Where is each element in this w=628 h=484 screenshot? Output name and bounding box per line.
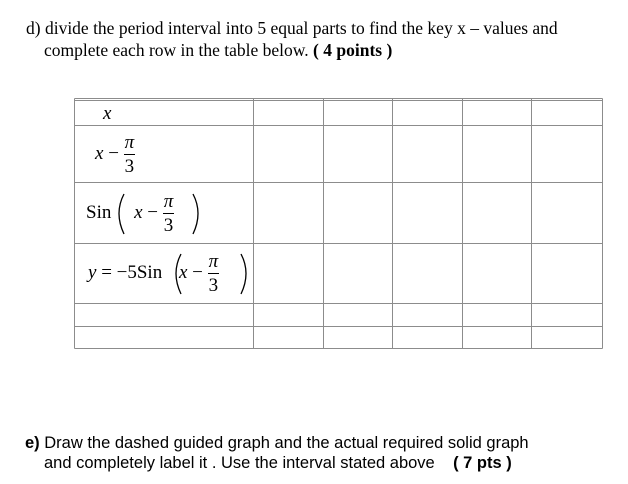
row-label-y-expression: y = −5Sin x − $\frac{\pi}{3}$ <box>88 251 219 296</box>
row-label-x: x <box>103 103 112 124</box>
question-e-line1: e) Draw the dashed guided graph and the actual required solid graph <box>25 434 529 452</box>
row-label-x-minus-pi-over-3: x − $\frac{\pi}{3}$ <box>95 132 135 177</box>
question-d-line1: d) divide the period interval into 5 equal parts to find the key x – values and <box>26 18 558 38</box>
right-paren <box>241 254 246 294</box>
question-e-text <box>25 433 529 473</box>
question-d-points: ( 4 points ) <box>313 40 393 60</box>
right-paren <box>193 194 198 234</box>
question-e-points: ( 7 pts ) <box>453 454 512 472</box>
question-d-line2: complete each row in the table below. ( 4 points ) <box>44 40 393 60</box>
row-label-sin-expression: Sin x − $\frac{\pi}{3}$ <box>86 191 174 236</box>
question-e-line2: and completely label it . Use the interval stated above ( 7 pts ) <box>44 454 512 472</box>
